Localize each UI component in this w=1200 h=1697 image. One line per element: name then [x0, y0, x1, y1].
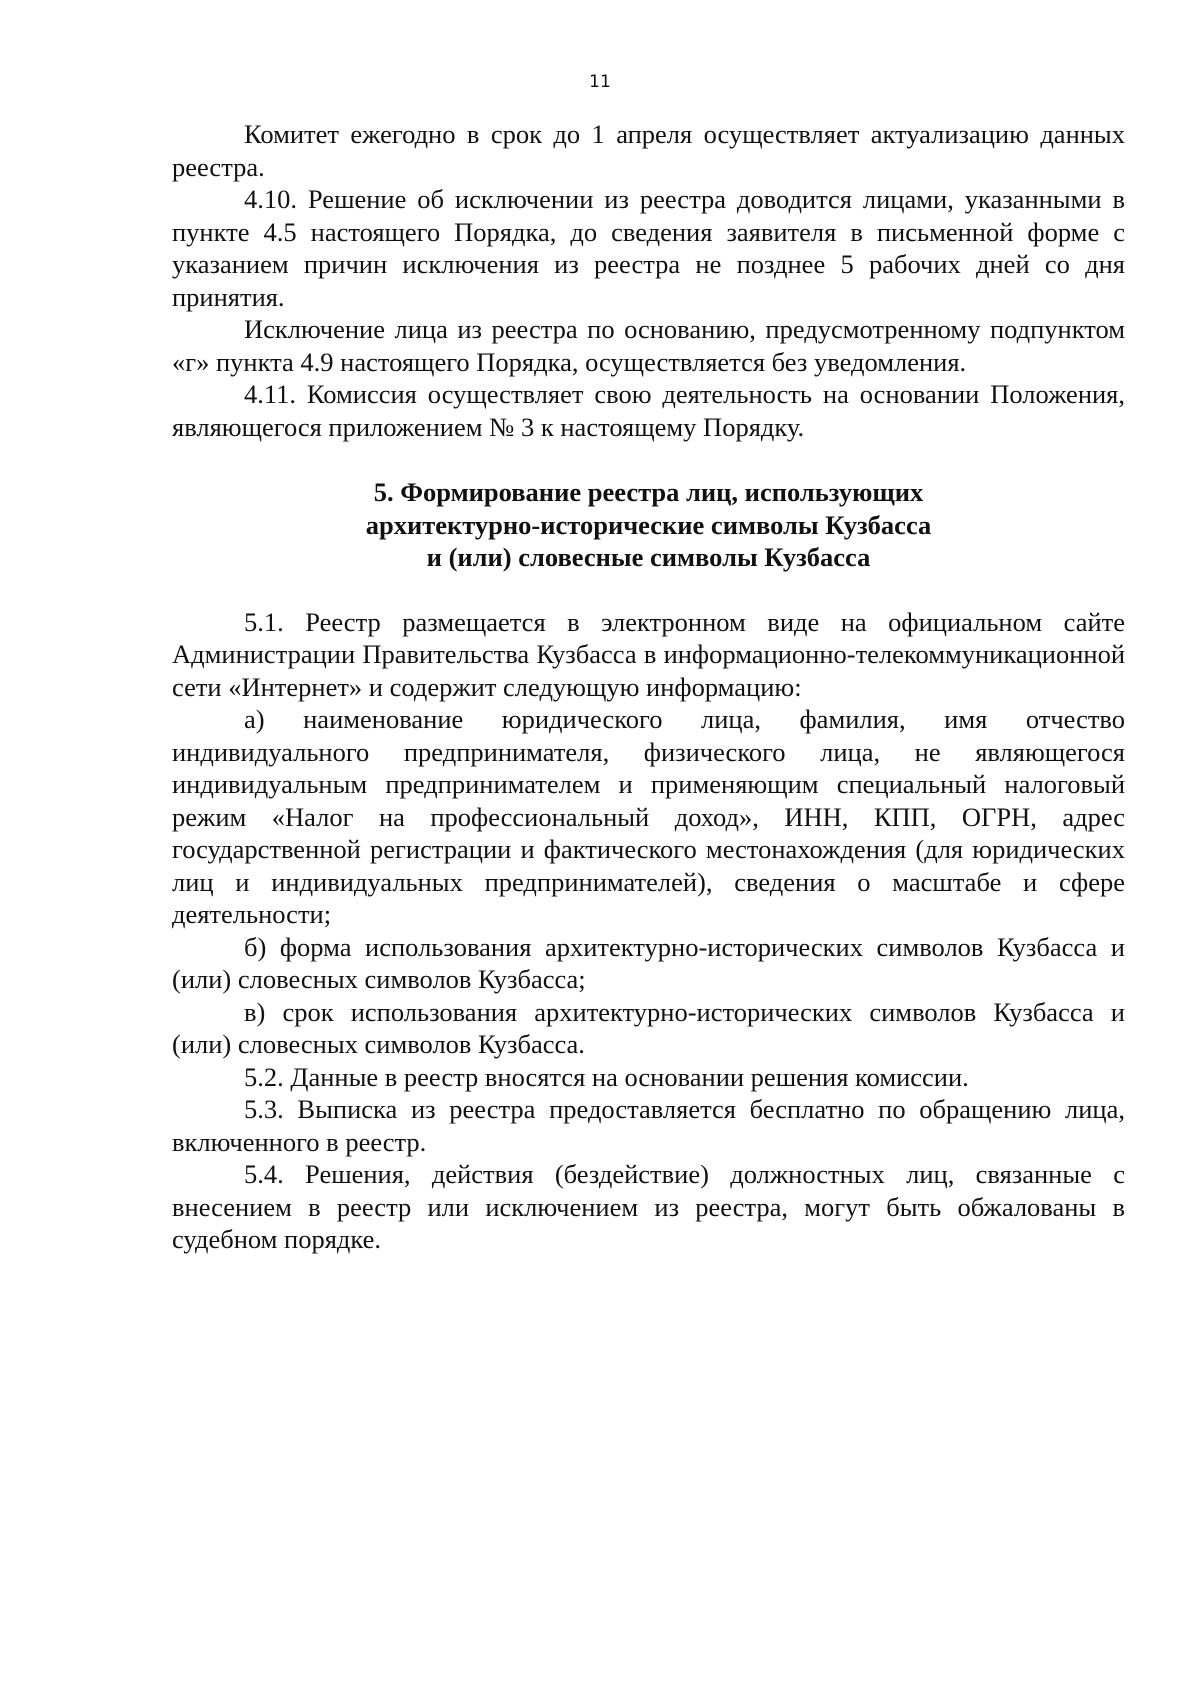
- page-number: 11: [589, 72, 611, 92]
- section-5-heading-line-1: 5. Формирование реестра лиц, использующих: [373, 477, 924, 507]
- paragraph-5-1-b: б) форма использования архитектурно-исторических символов Кузбасса и (или) словесных символов Кузбасса;: [172, 931, 1125, 994]
- paragraph-5-1: 5.1. Реестр размещается в электронном виде на официальном сайте Администрации Правительства Кузбасса в информационно-телекоммуникационной сети «Интернет» и содержит следующую информацию:: [172, 606, 1125, 702]
- paragraph-5-1-c: в) срок использования архитектурно-исторических символов Кузбасса и (или) словесных символов Кузбасса.: [172, 996, 1125, 1059]
- paragraph-registry-update: Комитет ежегодно в срок до 1 апреля осуществляет актуализацию данных реестра.: [172, 119, 1125, 182]
- section-5-heading: [172, 476, 1125, 574]
- section-5-heading-line-3: и (или) словесные символы Кузбасса: [426, 542, 871, 572]
- paragraph-5-4: 5.4. Решения, действия (бездействие) должностных лиц, связанные с внесением в реестр или исключением из реестра, могут быть обжалованы в судебном порядке.: [172, 1159, 1125, 1254]
- paragraph-4-10: 4.10. Решение об исключении из реестра доводится лицами, указанными в пункте 4.5 настоящего Порядка, до сведения заявителя в письменной форме с указанием причин исключения из реестра не позднее 5 рабочих дней со дня принятия.: [172, 184, 1125, 312]
- section-5-heading-line-2: архитектурно-исторические символы Кузбасса: [365, 509, 932, 540]
- paragraph-4-11: 4.11. Комиссия осуществляет свою деятельность на основании Положения, являющегося приложением № 3 к настоящему Порядку.: [172, 379, 1125, 442]
- paragraph-5-1-a: а) наименование юридического лица, фамилия, имя отчество индивидуального предпринимателя, физического лица, не являющегося индивидуальным предпринимателем и применяющим специальный налоговый режим «Налог на профессиональный доход», ИНН, КПП, ОГРН, адрес государственной регистрации и фактического местонахождения (для юридических лиц и индивидуальных предпринимателей), сведения о масштабе и сфере деятельности;: [172, 704, 1125, 929]
- paragraph-5-2: 5.2. Данные в реестр вносятся на основании решения комиссии.: [244, 1061, 969, 1092]
- document-body: [172, 118, 1125, 1256]
- paragraph-5-3: 5.3. Выписка из реестра предоставляется бесплатно по обращению лица, включенного в реестр.: [172, 1094, 1125, 1157]
- paragraph-exclusion-without-notice: Исключение лица из реестра по основанию, предусмотренному подпунктом «г» пункта 4.9 настоящего Порядка, осуществляется без уведомления.: [172, 314, 1125, 377]
